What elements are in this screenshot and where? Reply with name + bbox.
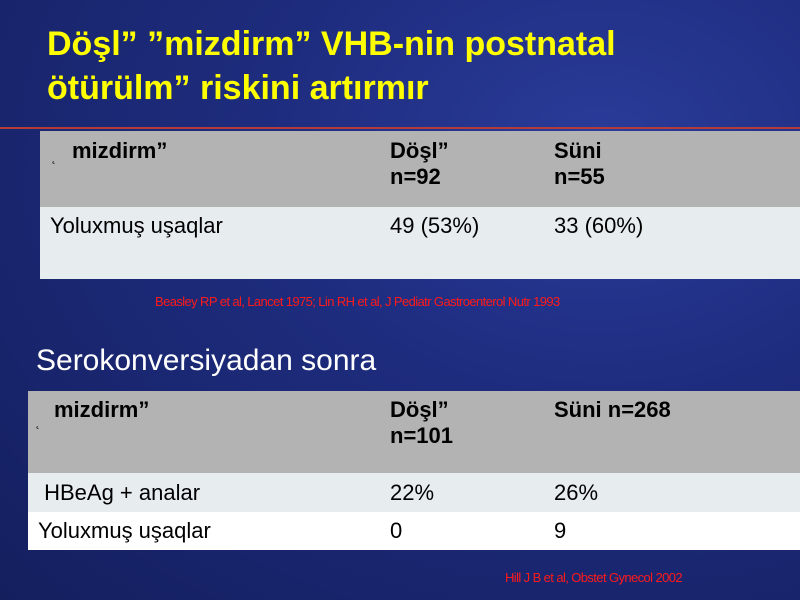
header-cell-feeding [40,131,380,207]
title-divider [0,127,800,129]
header-breast-count: n=101 [390,423,453,448]
feeding-comparison-table [40,131,800,279]
header-cell-formula [544,131,800,207]
row-label: Yoluxmuş uşaqlar [40,207,380,279]
slide-title [47,22,787,110]
table-header-row [28,391,800,473]
row-label: HBeAg + analar [28,473,380,512]
header-cell-formula [544,391,800,473]
header-cell-breast [380,131,544,207]
header-formula-label: Süni n=268 [554,397,671,422]
row-label: Yoluxmuş uşaqlar [28,512,380,550]
row-breast-value: 0 [380,512,544,550]
section-subtitle: Serokonversiyadan sonra [36,344,377,377]
slide-title-line1: Döşl” ”mizdirm” VHB-nin postnatal [47,25,616,63]
header-cell-breast [380,391,544,473]
table-header-row [40,131,800,207]
header-cell-feeding [28,391,380,473]
row-breast-value: 22% [380,473,544,512]
reference-citation: Beasley RP et al, Lancet 1975; Lin RH et al, J Pediatr Gastroenterol Nutr 1993 [155,294,560,309]
row-formula-value: 26% [544,473,800,512]
bullet-icon: ˛ [36,415,40,429]
reference-citation: Hill J B et al, Obstet Gynecol 2002 [505,570,682,585]
post-seroconversion-table [28,391,800,550]
header-breast-label: Döşl” [390,138,449,163]
header-feeding-label: mizdirm” [54,397,150,422]
slide-title-line2: ötürülm” riskini artırmır [47,69,429,107]
table-row [40,207,800,279]
table-row [28,512,800,550]
header-formula-count: n=55 [554,164,605,189]
table-row [28,473,800,512]
row-formula-value: 9 [544,512,800,550]
header-feeding-label: mizdirm” [72,138,168,163]
header-breast-count: n=92 [390,164,441,189]
header-formula-label: Süni [554,138,602,163]
row-formula-value: 33 (60%) [544,207,800,279]
header-breast-label: Döşl” [390,397,449,422]
row-breast-value: 49 (53%) [380,207,544,279]
bullet-icon: ˛ [52,150,56,164]
